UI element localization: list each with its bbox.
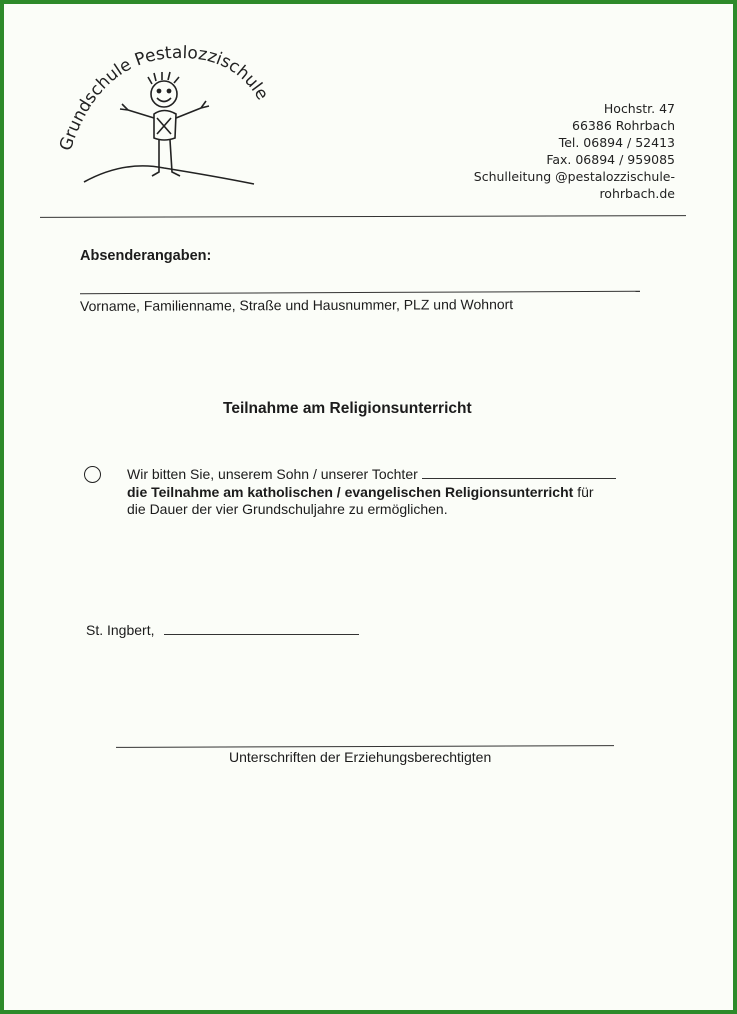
signature-line[interactable] <box>116 745 614 748</box>
sender-caption: Vorname, Familienname, Straße und Hausnummer, PLZ und Wohnort <box>79 296 514 314</box>
form-title: Teilnahme am Religionsunterricht <box>223 400 472 417</box>
address-email-2: rohrbach.de <box>599 186 675 201</box>
address-phone: Tel. 06894 / 52413 <box>558 135 675 150</box>
svg-text:Grundschule Pestalozzischule <box>56 43 272 153</box>
sender-line <box>80 291 640 294</box>
request-text <box>127 466 647 519</box>
consent-checkbox[interactable] <box>84 466 101 483</box>
signature-caption: Unterschriften der Erziehungsberechtigten <box>229 749 492 765</box>
address-email-1: Schulleitung @pestalozzischule- <box>473 169 675 184</box>
ground-line <box>84 166 254 184</box>
request-line2-suffix: für <box>573 483 594 500</box>
school-name-logo-text: Grundschule Pestalozzischule <box>55 42 273 154</box>
address-city: 66386 Rohrbach <box>572 118 675 133</box>
letterhead-divider <box>40 215 686 218</box>
request-bold-text: die Teilnahme am katholischen / evangelischen Religionsunterricht <box>127 483 574 500</box>
address-street: Hochstr. 47 <box>603 101 675 116</box>
school-logo <box>44 34 294 194</box>
child-figure-icon <box>120 72 209 176</box>
address-fax: Fax. 06894 / 959085 <box>546 152 675 167</box>
request-line3: die Dauer der vier Grundschuljahre zu ermöglichen. <box>127 501 448 517</box>
child-name-field[interactable] <box>422 468 616 479</box>
school-address <box>474 100 675 202</box>
sender-heading: Absenderangaben: <box>80 248 212 264</box>
place-label: St. Ingbert, <box>86 622 155 638</box>
request-line1: Wir bitten Sie, unserem Sohn / unserer Tochter <box>127 466 418 482</box>
date-field[interactable] <box>164 634 359 635</box>
